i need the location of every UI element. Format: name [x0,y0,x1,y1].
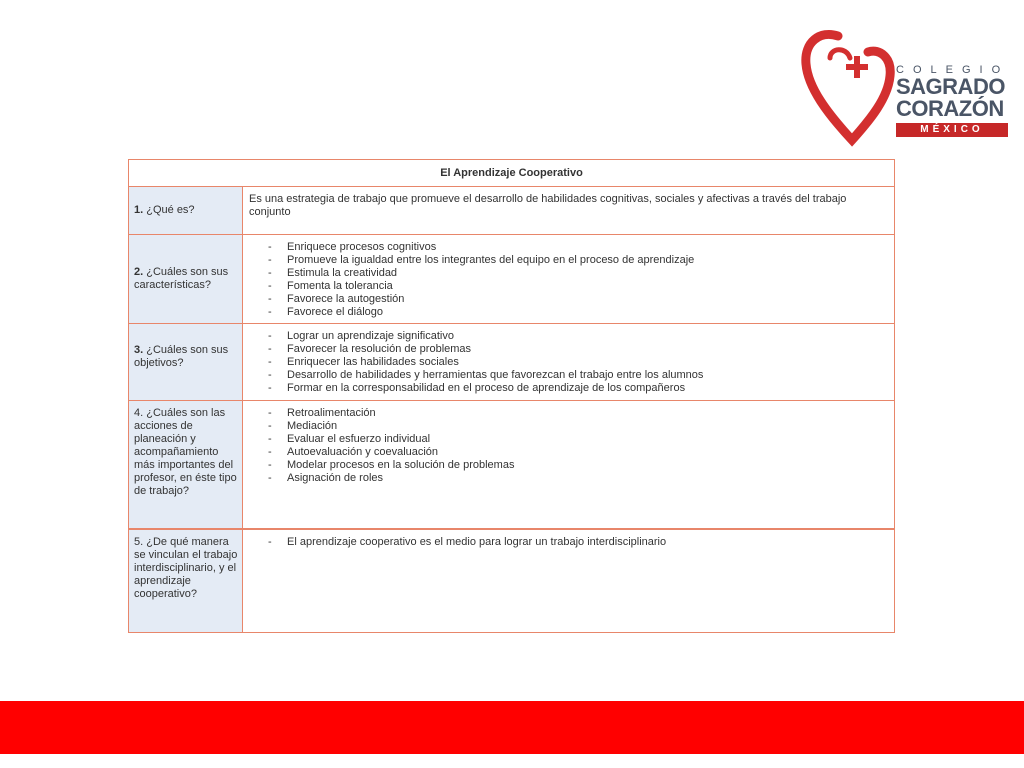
list-item: - Retroalimentación [249,407,888,420]
answer-cell [243,530,895,633]
table-title-row [129,160,895,187]
question-cell [129,324,243,401]
cooperative-learning-table-continued [128,529,895,633]
answer-cell [243,187,895,235]
logo-mexico-badge: MÉXICO [896,123,1008,137]
answer-cell [243,401,895,529]
question-number: 3. [134,344,144,356]
question-text: ¿De qué manera se vinculan el trabajo interdisciplinario, y el aprendizaje cooperativo? [134,536,238,600]
list-item: - Fomenta la tolerancia [249,280,888,293]
logo-corazon-text: CORAZÓN [896,96,1004,121]
list-item: - Modelar procesos en la solución de problemas [249,459,888,472]
school-logo [800,28,1015,148]
footer-band [0,701,1024,754]
question-cell [129,235,243,324]
question-text: ¿Cuáles son sus objetivos? [134,344,229,369]
question-number: 4. [134,407,144,419]
list-item: - Enriquecer las habilidades sociales [249,356,888,369]
question-text: ¿Qué es? [146,204,195,216]
answer-list [249,530,888,549]
list-item: - El aprendizaje cooperativo es el medio para lograr un trabajo interdisciplinario [249,536,888,549]
answer-text: Es una estrategia de trabajo que promueve el desarrollo de habilidades cognitivas, sociales y afectivas a través del trabajo conjunto [249,193,847,218]
list-item: - Favorecer la resolución de problemas [249,343,888,356]
answer-list [249,401,888,485]
question-text: ¿Cuáles son sus características? [134,266,229,291]
list-item: - Estimula la creatividad [249,267,888,280]
table-row [129,187,895,235]
list-item: - Promueve la igualdad entre los integrantes del equipo en el proceso de aprendizaje [249,254,888,267]
table-row [129,401,895,529]
list-item: - Formar en la corresponsabilidad en el proceso de aprendizaje de los compañeros [249,382,888,395]
list-item: - Enriquece procesos cognitivos [249,241,888,254]
question-number: 5. [134,536,144,548]
list-item: - Evaluar el esfuerzo individual [249,433,888,446]
heart-cross-icon [800,28,900,148]
logo-colegio-text: COLEGIO [896,64,1010,76]
answer-cell [243,235,895,324]
table-row [129,530,895,633]
list-item: - Favorece el diálogo [249,306,888,319]
table-row [129,235,895,324]
list-item: - Mediación [249,420,888,433]
question-cell [129,401,243,529]
answer-list [249,324,888,395]
logo-sagrado-text: SAGRADO [896,74,1005,99]
answer-list [249,235,888,319]
list-item: - Desarrollo de habilidades y herramientas que favorezcan el trabajo entre los alumnos [249,369,888,382]
question-cell [129,530,243,633]
table-row [129,324,895,401]
question-cell [129,187,243,235]
question-text: ¿Cuáles son las acciones de planeación y acompañamiento más importantes del profesor, en éste tipo de trabajo? [134,407,237,497]
table-title: El Aprendizaje Cooperativo [129,160,895,187]
question-number: 2. [134,266,144,278]
cooperative-learning-table [128,159,895,529]
answer-cell [243,324,895,401]
question-number: 1. [134,204,144,216]
list-item: - Asignación de roles [249,472,888,485]
list-item: - Lograr un aprendizaje significativo [249,330,888,343]
list-item: - Favorece la autogestión [249,293,888,306]
list-item: - Autoevaluación y coevaluación [249,446,888,459]
